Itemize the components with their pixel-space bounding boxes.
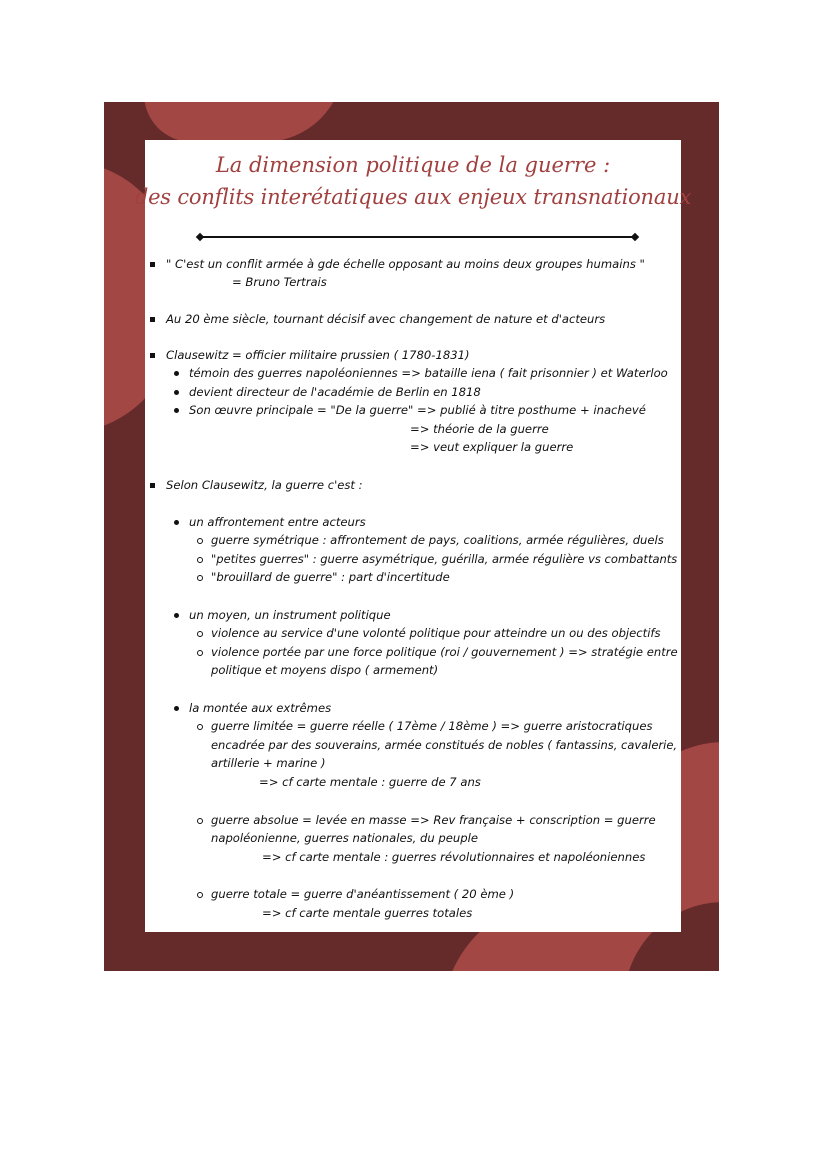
square-bullet-icon xyxy=(150,353,155,358)
limited-war-ref: => cf carte mentale : guerre de 7 ans xyxy=(259,775,481,789)
title-line-1-text: La dimension politique de la guerre : xyxy=(215,153,611,177)
square-bullet-icon xyxy=(150,262,155,267)
quote-author: = Bruno Tertrais xyxy=(232,275,327,289)
limited-war-line-2: encadrée par des souverains, armée constitués de nobles ( fantassins, cavalerie, xyxy=(211,738,678,752)
note-sheet xyxy=(134,140,692,932)
absolute-war-line-1: guerre absolue = levée en masse => Rev française + conscription = guerre xyxy=(211,813,656,827)
definition-2-sub-1: violence au service d'une volonté politique pour atteindre un ou des objectifs xyxy=(211,626,661,640)
dot-bullet-icon xyxy=(174,613,179,618)
title-line-2-text: des conflits interétatiques aux enjeux transnationaux xyxy=(134,185,692,209)
definition-3: la montée aux extrêmes xyxy=(189,701,332,715)
dot-bullet-icon xyxy=(174,371,179,376)
decor-shape-top xyxy=(144,102,344,142)
ring-bullet-icon xyxy=(197,724,203,730)
total-war-line-1: guerre totale = guerre d'anéantissement ( 20 ème ) xyxy=(211,887,515,901)
total-war-ref: => cf carte mentale guerres totales xyxy=(262,906,473,920)
dot-bullet-icon xyxy=(174,520,179,525)
dot-bullet-icon xyxy=(174,390,179,395)
clausewitz-point-3-sub-1: => théorie de la guerre xyxy=(410,422,549,436)
clausewitz-point-3: Son œuvre principale = "De la guerre" => publié à titre posthume + inachevé xyxy=(189,403,646,417)
definition-2-sub-2: violence portée par une force politique (roi / gouvernement ) => stratégie entre xyxy=(211,645,678,659)
selon-text: Selon Clausewitz, la guerre c'est : xyxy=(166,478,363,492)
ring-bullet-icon xyxy=(197,538,203,544)
ring-bullet-icon xyxy=(197,650,203,656)
dot-bullet-icon xyxy=(174,408,179,413)
definition-1-sub-2: "petites guerres" : guerre asymétrique, guérilla, armée régulière vs combattants xyxy=(211,552,678,566)
title-line-1 xyxy=(145,150,681,181)
definition-1-sub-3: "brouillard de guerre" : part d'incertitude xyxy=(211,570,450,584)
quote-text: " C'est un conflit armée à gde échelle opposant au moins deux groupes humains " xyxy=(166,257,645,271)
limited-war-line-3: artillerie + marine ) xyxy=(211,756,326,770)
definition-1: un affrontement entre acteurs xyxy=(189,515,366,529)
ring-bullet-icon xyxy=(197,557,203,563)
absolute-war-ref: => cf carte mentale : guerres révolutionnaires et napoléoniennes xyxy=(262,850,646,864)
ring-bullet-icon xyxy=(197,631,203,637)
clausewitz-text: Clausewitz = officier militaire prussien ( 1780-1831) xyxy=(166,348,470,362)
clausewitz-point-1: témoin des guerres napoléoniennes => bataille iena ( fait prisonnier ) et Waterloo xyxy=(189,366,668,380)
absolute-war-line-2: napoléonienne, guerres nationales, du peuple xyxy=(211,831,478,845)
limited-war-line-1: guerre limitée = guerre réelle ( 17ème / 18ème ) => guerre aristocratiques xyxy=(211,719,653,733)
ring-bullet-icon xyxy=(197,575,203,581)
dot-bullet-icon xyxy=(174,706,179,711)
definition-2: un moyen, un instrument politique xyxy=(189,608,391,622)
square-bullet-icon xyxy=(150,317,155,322)
title-line-2 xyxy=(125,182,701,213)
century-text: Au 20 ème siècle, tournant décisif avec changement de nature et d'acteurs xyxy=(166,312,606,326)
clausewitz-point-2: devient directeur de l'académie de Berlin en 1818 xyxy=(189,385,481,399)
ring-bullet-icon xyxy=(197,892,203,898)
ring-bullet-icon xyxy=(197,818,203,824)
clausewitz-point-3-sub-2: => veut expliquer la guerre xyxy=(410,440,574,454)
definition-1-sub-1: guerre symétrique : affrontement de pays, coalitions, armée régulières, duels xyxy=(211,533,664,547)
definition-2-sub-2-cont: politique et moyens dispo ( armement) xyxy=(211,663,439,677)
title-divider xyxy=(200,236,635,238)
square-bullet-icon xyxy=(150,483,155,488)
